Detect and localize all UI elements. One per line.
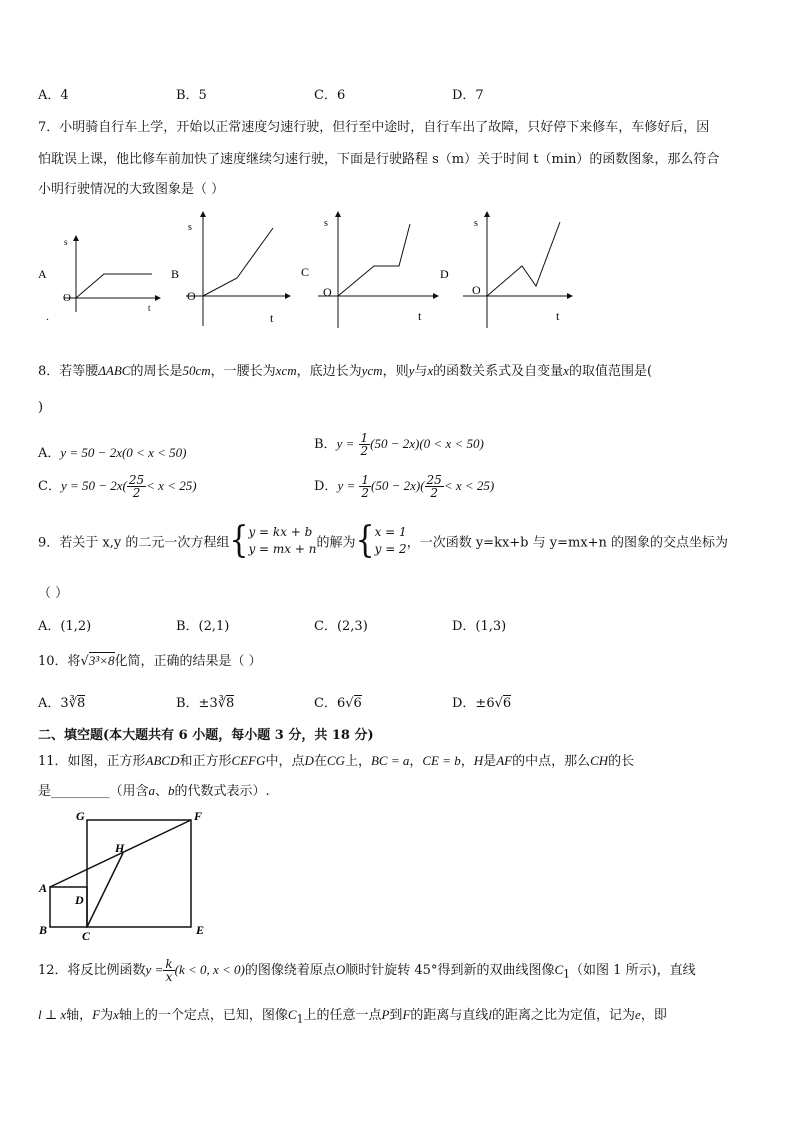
svg-text:.: . [46,309,49,323]
graph-d-origin: O [472,283,481,297]
q9-option-b: B．(2,1) [176,619,230,634]
q10-option-b: B．±3∛8 [176,696,235,711]
graph-c-ylabel: s [324,218,328,229]
q9-option-c: C．(2,3) [314,619,368,634]
q8-stem: 8．若等腰ΔABC的周长是50cm，一腰长为xcm，底边长为ycm，则y与x的函数关系式及自变量x的取值范围是( [38,363,653,379]
graph-c-label: C [301,265,310,279]
q7-line2: 怕耽误上课，他比修车前加快了速度继续匀速行驶，下面是行驶路程 s（m）关于时间 t（min）的函数图象，那么符合 [38,152,720,167]
q11-figure [30,806,220,946]
graph-a-origin: O [63,292,71,304]
graph-a-xlabel: t [148,303,151,313]
q12-line1: 12．将反比例函数y = $\frac{k}{x}$ (k < 0, x < 0)的图像绕着原点O顺时针旋转 45°得到新的双曲线图像$C_1$（如图 1 所示)，直线 [38,957,696,984]
svg-text:C: C [82,929,91,943]
q11-line2: 是_________（用含a、b的代数式表示）. [38,783,270,799]
graph-a-ylabel: s [64,237,68,247]
q7-line3: 小明行驶情况的大致图象是（ ） [38,182,225,197]
q10-option-d: D．±6√6 [452,696,512,711]
q7-line1: 7．小明骑自行车上学，开始以正常速度匀速行驶，但行至中途时，自行车出了故障，只好停下来修车，车修好后，因 [38,120,710,135]
graph-a [38,236,160,323]
graph-c-xlabel: t [418,309,422,323]
q6-option-c: C．6 [314,88,346,103]
section-heading: 二、填空题(本大题共有 6 小题，每小题 3 分，共 18 分) [38,728,374,743]
graph-a-label: A [38,267,47,281]
svg-text:A: A [39,881,48,895]
q9-option-a: A．(1,2) [38,619,92,634]
graph-b-label: B [171,267,180,281]
graph-b-origin: O [187,289,196,303]
q8-option-c: C．y = 50 − 2x( $\frac{25}{2}$ < x < 25) [38,473,197,500]
graph-d [440,212,572,328]
graph-b-xlabel: t [270,311,274,325]
graph-d-ylabel: s [474,218,478,229]
graph-d-label: D [440,267,449,281]
q10-stem: 10．将√3³×8化简，正确的结果是（ ） [38,653,262,669]
graph-b-ylabel: s [188,222,192,233]
q8-option-b: B．y = $\frac{1}{2}$ (50 − 2x)(0 < x < 50) [314,431,484,458]
svg-text:G: G [76,809,85,823]
q7-graphs [0,200,794,340]
q9-option-d: D．(1,3) [452,619,507,634]
graph-c [301,212,438,328]
q11-line1: 11．如图，正方形ABCD和正方形CEFG中，点D在CG上，BC = a，CE = b，H是AF的中点，那么CH的长 [38,753,635,769]
svg-text:F: F [194,809,203,823]
svg-text:D: D [75,893,84,907]
q10-option-a: A．3∛8 [38,696,86,711]
q6-option-a: A．4 [38,88,69,103]
q12-line2: l ⊥ x轴，F为x轴上的一个定点，已知，图像$C_1$上的任意一点P到F的距离与直线l的距离之比为定值，记为e，即 [38,1007,667,1026]
graph-b [171,212,290,326]
svg-text:H: H [115,841,125,855]
svg-text:E: E [196,923,205,937]
q8-option-a: A．y = 50 − 2x(0 < x < 50) [38,445,187,461]
q8-close: ) [38,400,44,415]
q10-option-c: C．6√6 [314,696,362,711]
graph-c-origin: O [323,285,332,299]
q8-option-d: D．y = $\frac{1}{2}$ (50 − 2x)( $\frac{25}{2}$ < x < 25) [314,473,495,500]
svg-text:B: B [39,923,48,937]
answer-blank: _________ [51,784,110,799]
q9-paren: （ ） [38,586,69,601]
q6-option-b: B．5 [176,88,207,103]
q9-stem: 9．若关于 x,y 的二元一次方程组{y = kx + b y = mx + n的解为{x = 1 y = 2，一次函数 y=kx+b 与 y=mx+n 的图象的交点坐标为 [38,519,729,562]
q6-option-d: D．7 [452,88,484,103]
graph-d-xlabel: t [556,309,560,323]
